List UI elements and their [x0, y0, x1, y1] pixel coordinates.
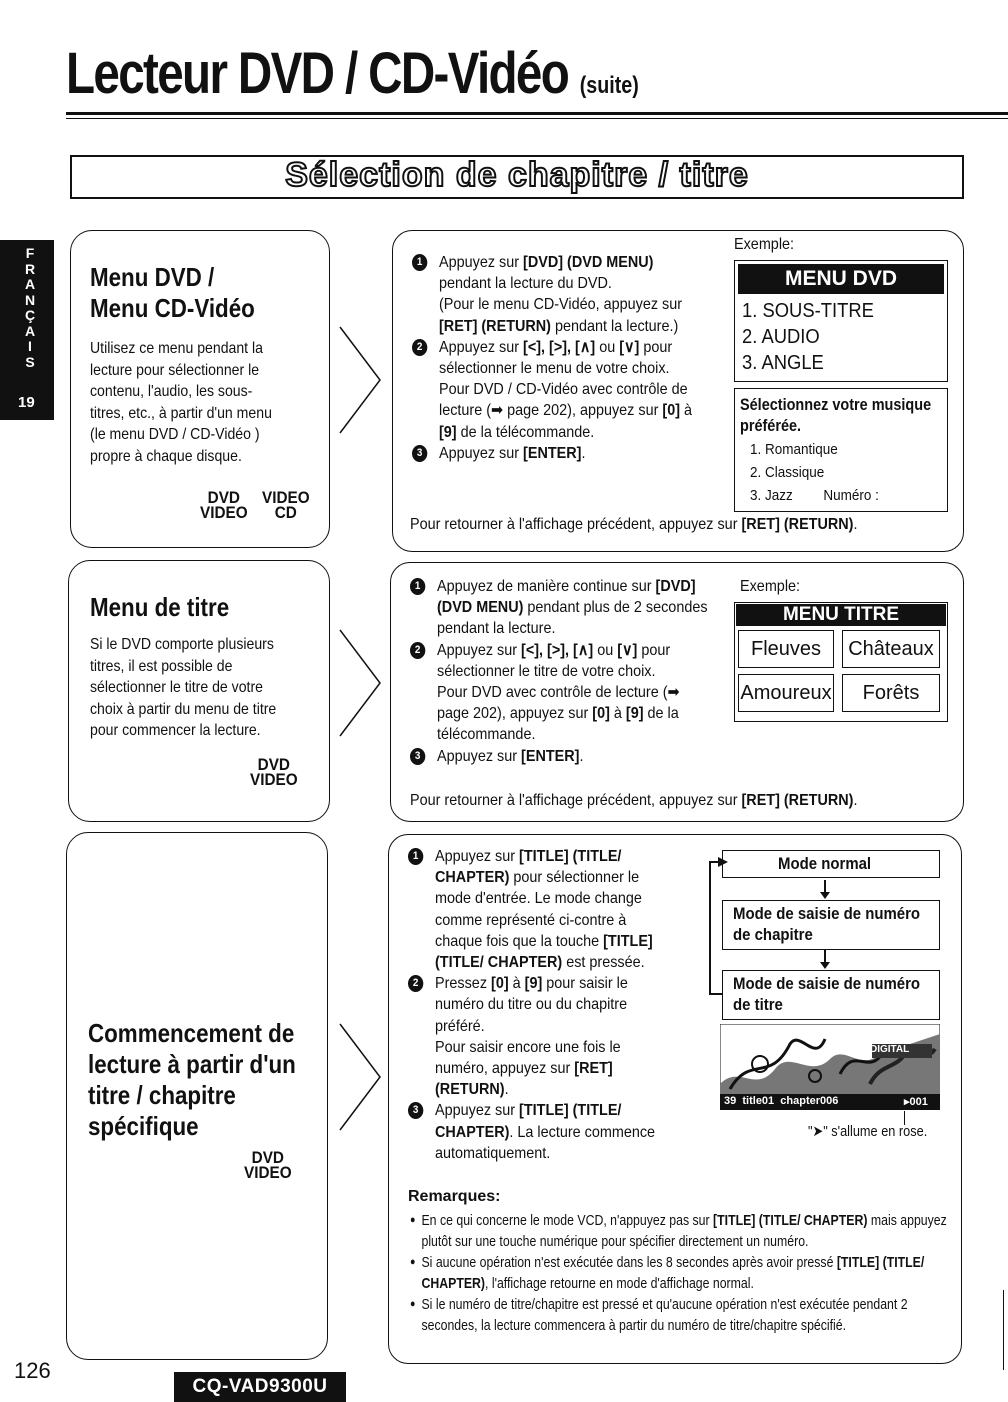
step-2: 2 Appuyez sur [<], [>], [∧] ou [∨] pour sélectionner le titre de votre choix. Pour DVD avec contrôle de lecture (➡ page 202), appuyez sur [0] à [9] de la télécommande. [410, 640, 711, 746]
pink-indicator-note: "➤" s'allume en rose. [808, 1123, 928, 1140]
music-menu-items: 1. Romantique 2. Classique 3. Jazz Numéro : [750, 441, 879, 504]
section2-description: Si le DVD comporte plusieurs titres, il est possible de sélectionner le titre de votre choix à partir du menu de titre pour commencer la lecture. [90, 636, 277, 739]
dvd-menu-item: 3. ANGLE [742, 352, 824, 374]
section1-steps [412, 252, 709, 464]
step-1: 1 Appuyez sur [TITLE] (TITLE/ CHAPTER) pour sélectionner le mode d'entrée. Le mode change comme représenté ci-contre à chaque fois que la touche [TITLE] (TITLE/ CHAPTER) est pressée. [408, 846, 674, 973]
step-1: 1 Appuyez sur [DVD] (DVD MENU) pendant la lecture du DVD. (Pour le menu CD-Vidéo, appuyez sur [RET] (RETURN) pendant la lecture.) [412, 252, 709, 337]
header-rule [66, 112, 1008, 115]
remarks-list [410, 1210, 951, 1336]
section3-steps [408, 846, 674, 1164]
remark-item: ● Si aucune opération n'est exécutée dans les 8 secondes après avoir pressé [TITLE] (TITLE/ CHAPTER), l'affichage retourne en mode d'affichage normal. [410, 1252, 951, 1294]
mode-titre-box: Mode de saisie de numéro de titre [722, 970, 940, 1020]
section2-return-note: Pour retourner à l'affichage précédent, appuyez sur [RET] (RETURN). [410, 792, 858, 809]
section1-description: Utilisez ce menu pendant la lecture pour sélectionner le contenu, l'audio, les sous-titres, etc., à partir d'un menu (le menu DVD / CD-Vidéo ) propre à chaque disque. [90, 340, 272, 465]
step-3: 3 Appuyez sur [ENTER]. [410, 746, 711, 767]
title-cell: Amoureux [738, 674, 834, 712]
video-cd-badge: VIDEO CD [262, 488, 310, 522]
down-arrow-icon [818, 950, 832, 970]
remark-item: ● En ce qui concerne le mode VCD, n'appuyez pas sur [TITLE] (TITLE/ CHAPTER) mais appuyez plutôt sur une touche numérique pour spécifier directement un numéro. [410, 1210, 951, 1252]
language-tab-letters: F R A N Ç A I S [24, 245, 36, 370]
numero-label: Numéro : [823, 487, 879, 504]
osd-info-bar: 39 title01 chapter006 [724, 1095, 839, 1107]
osd-number: ▸001 [904, 1096, 928, 1108]
section2-example-label: Exemple: [740, 578, 801, 595]
mode-normal-box: Mode normal [722, 850, 940, 878]
section1-heading: Menu DVD / Menu CD-Vidéo [90, 262, 255, 323]
header-rule-thin [66, 118, 1008, 119]
section-title: Sélection de chapitre / titre [285, 156, 749, 194]
step-3: 3 Appuyez sur [ENTER]. [412, 443, 709, 464]
title-suite: (suite) [579, 72, 639, 99]
section1-arrow-icon [338, 325, 384, 435]
dvd-menu-title: MENU DVD [738, 264, 944, 294]
remark-item: ● Si le numéro de titre/chapitre est pressé et qu'aucune opération n'est exécutée pendant 2 secondes, la lecture commencera à partir du numéro de titre/chapitre spécifié. [410, 1294, 951, 1336]
section1-example-label: Exemple: [734, 236, 795, 253]
dvd-menu-item: 1. SOUS-TITRE [742, 300, 874, 322]
dvd-video-badge: DVD VIDEO [250, 755, 298, 789]
section1-return-note: Pour retourner à l'affichage précédent, appuyez sur [RET] (RETURN). [410, 516, 858, 533]
page-title: Lecteur DVD / CD-Vidéo (suite) [66, 41, 639, 106]
section3-arrow-icon [338, 1022, 384, 1132]
mode-chapitre-box: Mode de saisie de numéro de chapitre [722, 900, 940, 950]
step-3: 3 Appuyez sur [TITLE] (TITLE/ CHAPTER). La lecture commence automatiquement. [408, 1100, 674, 1164]
title-cell: Fleuves [738, 630, 834, 668]
section2-heading: Menu de titre [90, 592, 230, 622]
dvd-video-badge: DVD VIDEO [200, 488, 248, 522]
down-arrow-icon [818, 880, 832, 900]
step-2: 2 Pressez [0] à [9] pour saisir le numéro du titre ou du chapitre préféré. Pour saisir encore une fois le numéro, appuyez sur [RET] (RETURN). [408, 973, 674, 1100]
remarks-title: Remarques: [408, 1188, 501, 1205]
language-tab-number: 19 [18, 394, 35, 411]
music-menu-title: Sélectionnez votre musique préférée. [740, 395, 932, 435]
step-2: 2 Appuyez sur [<], [>], [∧] ou [∨] pour sélectionner le menu de votre choix. Pour DVD / CD-Vidéo avec contrôle de lecture (➡ page 202), appuyez sur [0] à [9] de la télécommande. [412, 337, 709, 443]
dvd-menu-item: 2. AUDIO [742, 326, 820, 348]
page-number: 126 [14, 1358, 51, 1383]
model-label: CQ-VAD9300U [174, 1372, 346, 1402]
title-menu-title: MENU TITRE [736, 604, 946, 626]
osd-digital-badge: DIGITAL [870, 1044, 910, 1055]
title-cell: Châteaux [842, 630, 940, 668]
edge-line [1003, 1290, 1004, 1370]
dvd-video-badge: DVD VIDEO [244, 1148, 292, 1182]
title-cell: Forêts [842, 674, 940, 712]
section3-heading: Commencement de lecture à partir d'un titre / chapitre spécifique [88, 1018, 296, 1141]
section2-arrow-icon [338, 628, 384, 738]
step-1: 1 Appuyez de manière continue sur [DVD] (DVD MENU) pendant plus de 2 secondes pendant la lecture. [410, 576, 711, 640]
section2-steps [410, 576, 711, 767]
